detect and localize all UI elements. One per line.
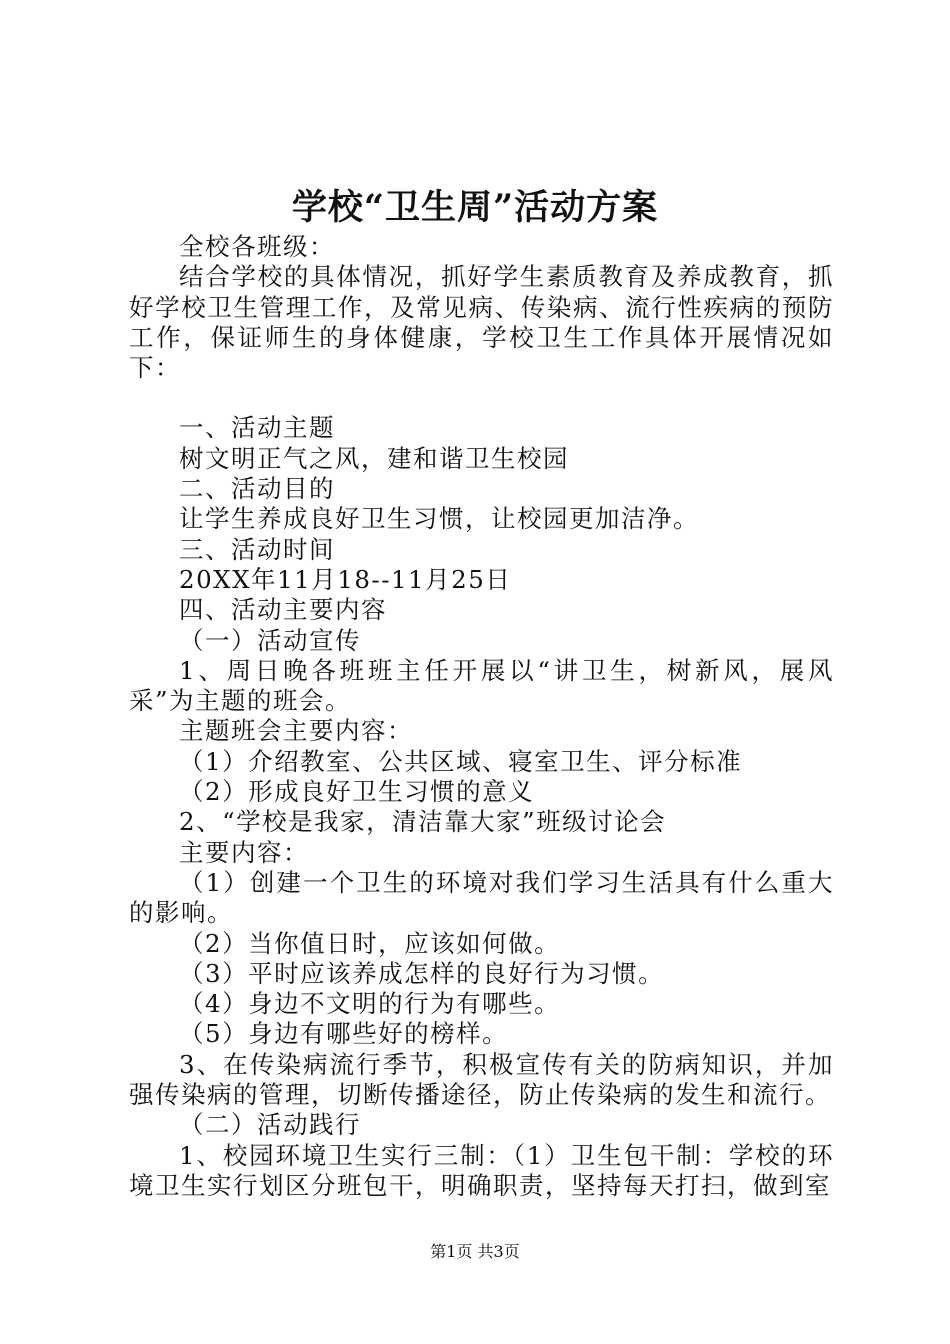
salutation: 全校各班级： <box>179 232 335 261</box>
list-item: （1）创建一个卫生的环境对我们学习生活具有什么重大的影响。 <box>129 867 834 928</box>
list-item: （5）身边有哪些好的榜样。 <box>179 1019 509 1049</box>
list-item: （2）当你值日时，应该如何做。 <box>179 928 561 958</box>
section-heading-time: 三、活动时间 <box>179 534 335 564</box>
page-number: 第1页 共3页 <box>430 1242 520 1261</box>
list-item: （4）身边不文明的行为有哪些。 <box>179 989 561 1019</box>
subsection-heading-publicity: （一）活动宣传 <box>179 625 361 655</box>
list-item: 主题班会主要内容： <box>179 716 413 746</box>
paragraph-gap <box>129 383 834 413</box>
subsection-heading-practice: （二）活动践行 <box>179 1110 361 1140</box>
list-item: （2）形成良好卫生习惯的意义 <box>179 777 535 807</box>
list-item: 1、校园环境卫生实行三制：（1）卫生包干制：学校的环境卫生实行划区分班包干，明确职责，坚持每天打扫，做到室 <box>129 1140 834 1200</box>
time-text: 20XX年11月18--11月25日 <box>179 564 512 594</box>
list-item: 主要内容： <box>179 837 309 867</box>
list-item: （1）介绍教室、公共区域、寝室卫生、评分标准 <box>179 746 743 776</box>
purpose-text: 让学生养成良好卫生习惯，让校园更加洁净。 <box>179 504 699 534</box>
section-heading-content: 四、活动主要内容 <box>179 595 387 625</box>
document-body <box>129 232 834 1201</box>
theme-text: 树文明正气之风，建和谐卫生校园 <box>179 443 569 473</box>
section-heading-theme: 一、活动主题 <box>179 413 335 443</box>
list-item: 3、在传染病流行季节，积极宣传有关的防病知识，并加强传染病的管理，切断传播途径，防止传染病的发生和流行。 <box>129 1049 834 1110</box>
document-title: 学校“卫生周”活动方案 <box>291 187 659 228</box>
list-item: （3）平时应该养成怎样的良好行为习惯。 <box>179 958 665 988</box>
section-heading-purpose: 二、活动目的 <box>179 474 335 504</box>
list-item: 1、周日晚各班班主任开展以“讲卫生，树新风，展风采”为主题的班会。 <box>129 655 834 716</box>
list-item: 2、“学校是我家，清洁靠大家”班级讨论会 <box>179 807 667 837</box>
intro-paragraph: 结合学校的具体情况，抓好学生素质教育及养成教育，抓好学校卫生管理工作，及常见病、传染病、流行性疾病的预防工作，保证师生的身体健康，学校卫生工作具体开展情况如下： <box>129 262 834 383</box>
